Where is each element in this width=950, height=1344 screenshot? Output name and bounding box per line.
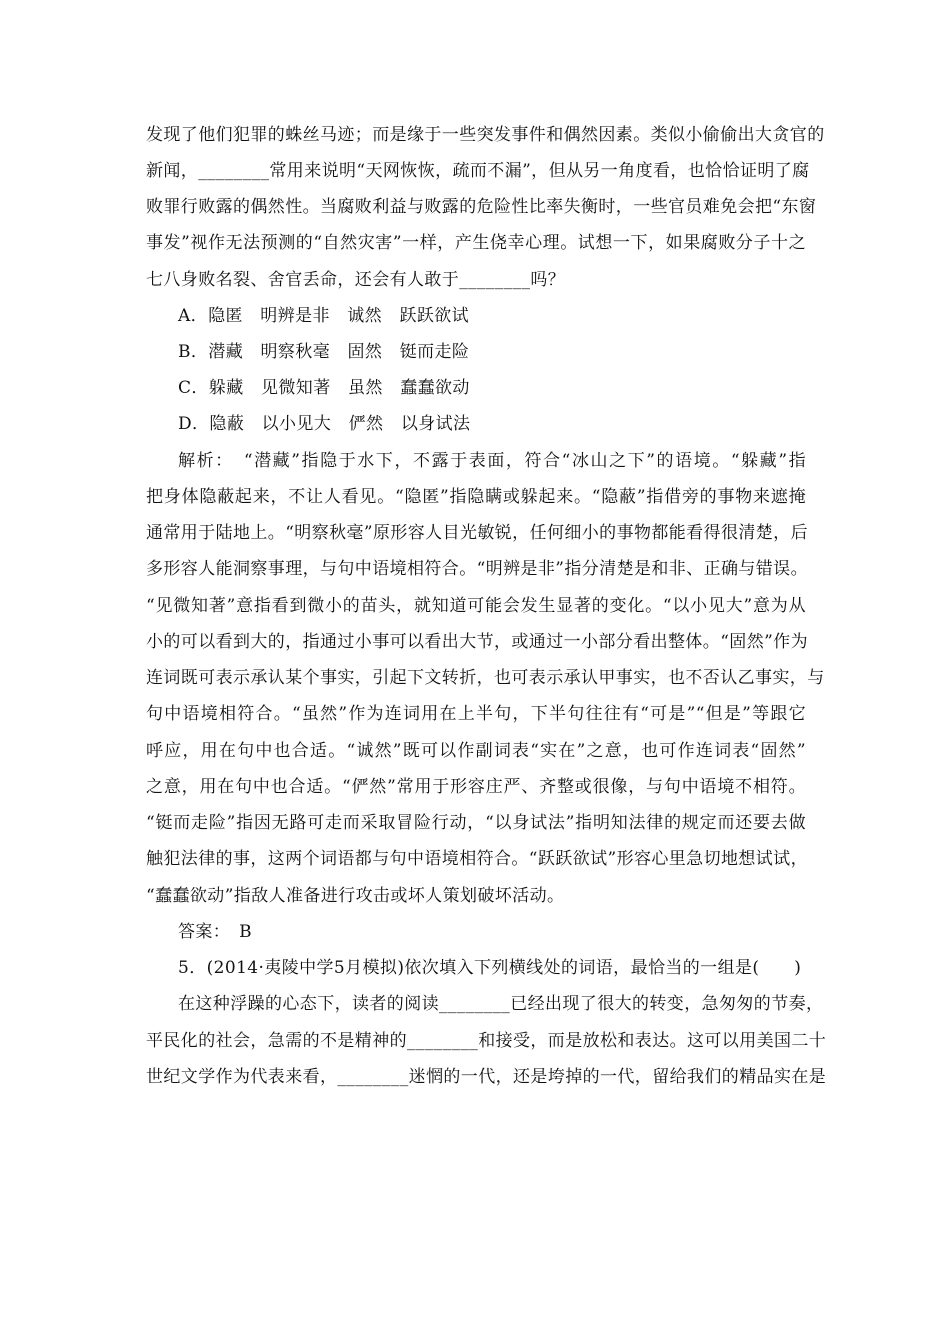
question-5-line: 在这种浮躁的心态下，读者的阅读________已经出现了很大的转变，急匆匆的节奏， — [178, 994, 824, 1014]
passage-line: 败罪行败露的偶然性。当腐败利益与败露的危险性比率失衡时，一些官员难免会把“东窗 — [146, 197, 817, 217]
option-c: C．躲藏 见微知著 虽然 蠢蠢欲动 — [178, 378, 470, 398]
analysis-line: 解析： “潜藏”指隐于水下，不露于表面，符合“冰山之下”的语境。“躲藏”指 — [178, 451, 806, 471]
option-d: D．隐蔽 以小见大 俨然 以身试法 — [178, 414, 471, 434]
analysis-line: 连词既可表示承认某个事实，引起下文转折，也可表示承认甲事实，也不否认乙事实，与 — [146, 668, 825, 688]
option-a: A．隐匿 明辨是非 诚然 跃跃欲试 — [178, 306, 470, 326]
analysis-line: “铤而走险”指因无路可走而采取冒险行动，“以身试法”指明知法律的规定而还要去做 — [146, 813, 806, 833]
analysis-line: 之意，用在句中也合适。“俨然”常用于形容庄严、齐整或很像，与句中语境不相符。 — [146, 777, 806, 797]
analysis-line: 呼应，用在句中也合适。“诚然”既可以作副词表“实在”之意，也可作连词表“固然” — [146, 741, 806, 761]
question-5-title: 5．(2014·夷陵中学5月模拟)依次填入下列横线处的词语，最恰当的一组是( ) — [178, 958, 802, 978]
passage-line: 事发”视作无法预测的“自然灾害”一样，产生侥幸心理。试想一下，如果腐败分子十之 — [146, 233, 806, 253]
analysis-line: 把身体隐蔽起来，不让人看见。“隐匿”指隐瞒或躲起来。“隐蔽”指借旁的事物来遮掩 — [146, 487, 806, 507]
passage-line: 七八身败名裂、舍官丢命，还会有人敢于________吗？ — [146, 270, 566, 290]
analysis-line: 多形容人能洞察事理，与句中语境相符合。“明辨是非”指分清楚是和非、正确与错误。 — [146, 559, 808, 579]
analysis-line: 触犯法律的事，这两个词语都与句中语境相符合。“跃跃欲试”形容心里急切地想试试， — [146, 849, 808, 869]
analysis-line: 通常用于陆地上。“明察秋毫”原形容人目光敏锐，任何细小的事物都能看得很清楚，后 — [146, 523, 808, 543]
passage-line: 新闻，________常用来说明“天网恢恢，疏而不漏”，但从另一角度看，也恰恰证明了腐 — [146, 161, 810, 181]
analysis-line: “见微知著”意指看到微小的苗头，就知道可能会发生显著的变化。“以小见大”意为从 — [146, 596, 806, 616]
passage-line: 发现了他们犯罪的蛛丝马迹；而是缘于一些突发事件和偶然因素。类似小偷偷出大贪官的 — [146, 125, 825, 145]
question-5-line: 平民化的社会，急需的不是精神的________和接受，而是放松和表达。这可以用美国二十 — [146, 1031, 827, 1051]
analysis-line: 小的可以看到大的，指通过小事可以看出大节，或通过一小部分看出整体。“固然”作为 — [146, 632, 808, 652]
answer: 答案： B — [178, 922, 252, 942]
analysis-line: “蠢蠢欲动”指敌人准备进行攻击或坏人策划破坏活动。 — [146, 886, 565, 906]
question-5-line: 世纪文学作为代表来看，________迷惘的一代，还是垮掉的一代，留给我们的精品实在是 — [146, 1067, 827, 1087]
analysis-line: 句中语境相符合。“虽然”作为连词用在上半句，下半句往往有“可是”“但是”等跟它 — [146, 704, 806, 724]
option-b: B．潜藏 明察秋毫 固然 铤而走险 — [178, 342, 470, 362]
